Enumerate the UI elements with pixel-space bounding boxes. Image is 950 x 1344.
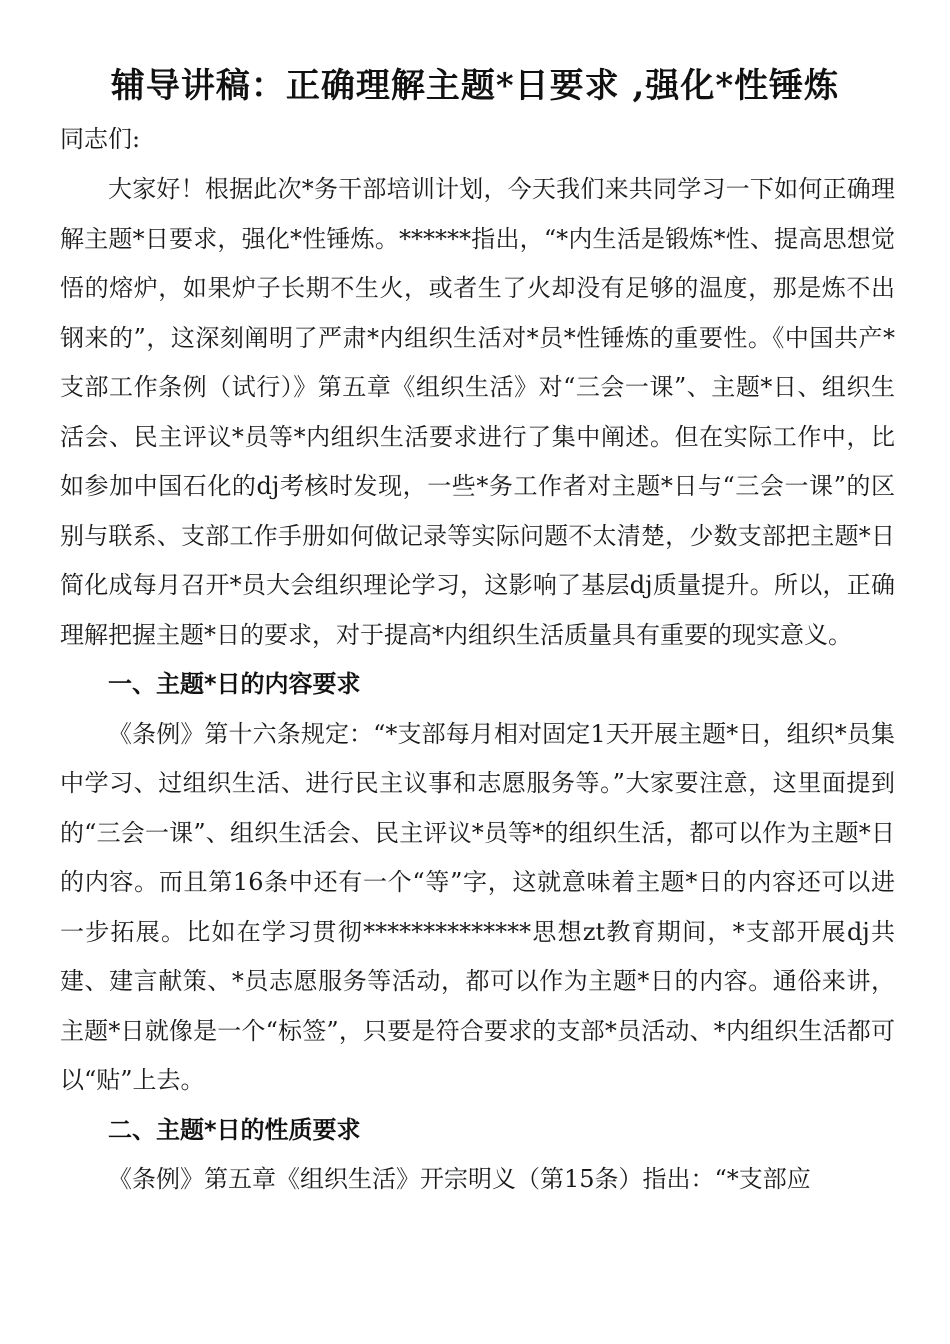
salutation: 同志们: xyxy=(60,125,141,153)
document-body xyxy=(60,165,895,1205)
paragraph-intro: 大家好！根据此次*务干部培训计划，今天我们来共同学习一下如何正确理解主题*日要求，强化*性锤炼。******指出，“*内生活是锻炼*性、提高思想觉悟的熔炉，如果炉子长期不生火，或者生了火却没有足够的温度，那是炼不出钢来的”，这深刻阐明了严肃*内组织生活对*员*性锤炼的重要性。《中国共产*支部工作条例（试行）》第五章《组织生活》对“三会一课”、主题*日、组织生活会、民主评议*员等*内组织生活要求进行了集中阐述。但在实际工作中，比如参加中国石化的dj考核时发现，一些*务工作者对主题*日与“三会一课”的区别与联系、支部工作手册如何做记录等实际问题不太清楚，少数支部把主题*日简化成每月召开*员大会组织理论学习，这影响了基层dj质量提升。所以，正确理解把握主题*日的要求，对于提高*内组织生活质量具有重要的现实意义。 xyxy=(60,175,895,649)
section-heading-2: 二、主题*日的性质要求 xyxy=(108,1115,361,1144)
document-title: 辅导讲稿：正确理解主题*日要求 ,强化*性锤炼 xyxy=(110,66,840,106)
paragraph-content-requirements: 《条例》第十六条规定：“*支部每月相对固定1天开展主题*日，组织*员集中学习、过组织生活、进行民主议事和志愿服务等。”大家要注意，这里面提到的“三会一课”、组织生活会、民主评议*员等*的组织生活，都可以作为主题*日的内容。而且第16条中还有一个“等”字，这就意味着主题*日的内容还可以进一步拓展。比如在学习贯彻**************思想zt教育期间，*支部开展dj共建、建言献策、*员志愿服务等活动，都可以作为主题*日的内容。通俗来讲，主题*日就像是一个“标签”，只要是符合要求的支部*员活动、*内组织生活都可以“贴”上去。 xyxy=(60,719,895,1094)
paragraph-nature-requirements: 《条例》第五章《组织生活》开宗明义（第15条）指出：“*支部应 xyxy=(108,1165,811,1193)
section-heading-1: 一、主题*日的内容要求 xyxy=(108,670,361,698)
